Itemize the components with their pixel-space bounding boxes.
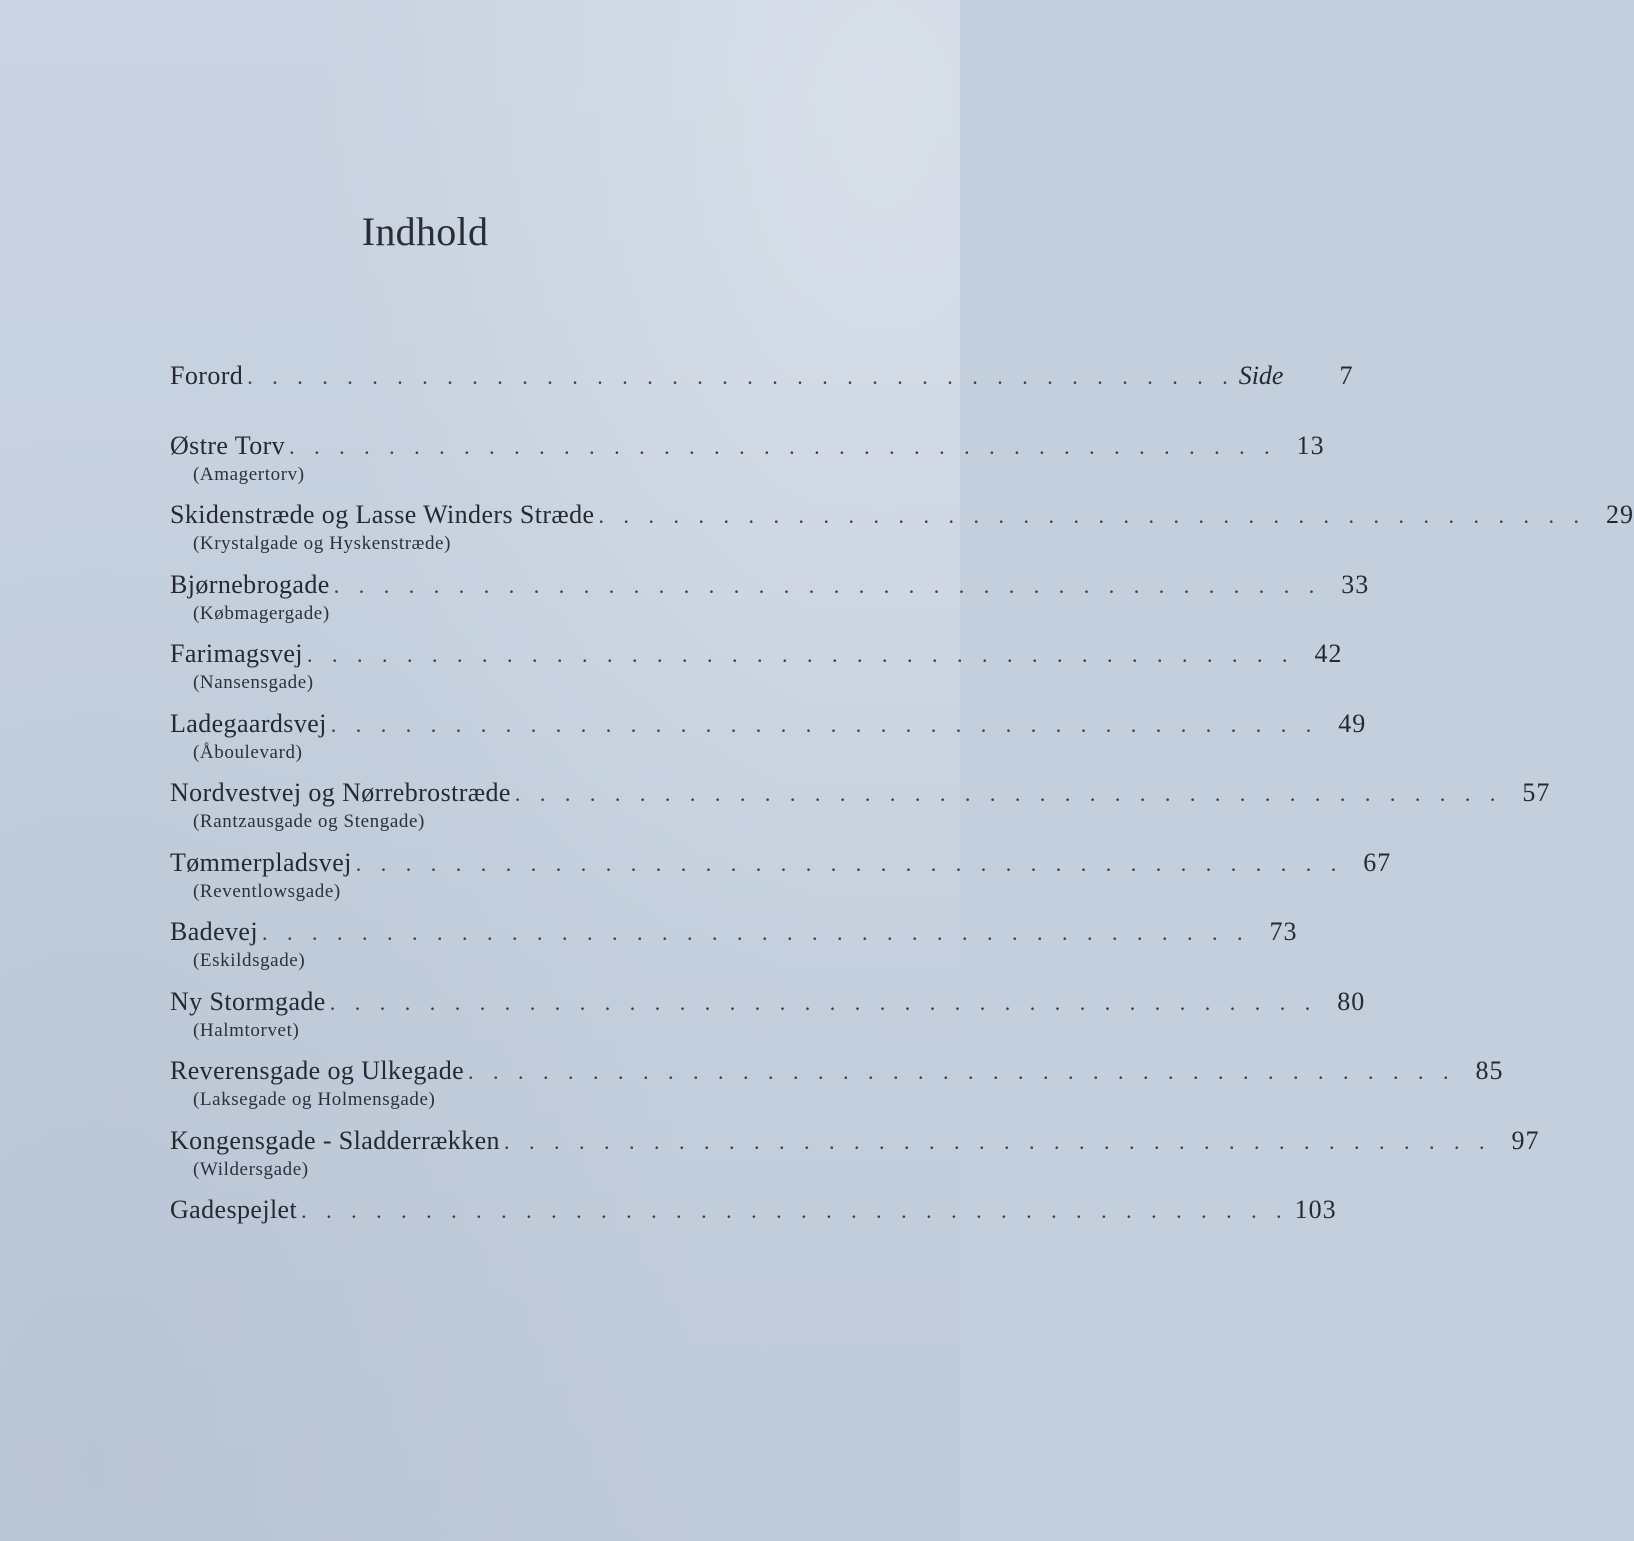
toc-entry-tommerpladsvej	[170, 843, 1392, 913]
toc-entry-title: Forord	[170, 361, 244, 390]
toc-entry-gadespejlet	[170, 1190, 1337, 1260]
toc-page-number: 13	[1296, 430, 1325, 460]
toc-entry-title: Skidenstræde og Lasse Winders Stræde	[170, 500, 595, 529]
dot-leader: . . . . . . . . . . . . . . . . . . . . . . . . . . . . . . . . . . . . . . . .	[330, 711, 1319, 737]
toc-entry-skidenstraede	[170, 495, 1634, 565]
dot-leader: . . . . . . . . . . . . . . . . . . . . . . . . . . . . . . . . . . . . . . . .	[514, 781, 1503, 806]
toc-entry-subtitle: (Reventlowsgade)	[193, 880, 341, 902]
toc-entry-title: Ny Stormgade	[170, 986, 326, 1016]
toc-entry-badevej	[170, 912, 1298, 982]
toc-page-number: 57	[1522, 778, 1551, 807]
toc-entry-title: Reverensgade og Ulkegade	[170, 1056, 465, 1085]
toc-entry-title: Østre Torv	[170, 430, 286, 460]
toc-entry-title: Ladegaardsvej	[170, 708, 327, 738]
toc-page-number: 97	[1511, 1125, 1540, 1155]
toc-entry-title: Farimagsvej	[170, 639, 303, 668]
toc-entry-subtitle: (Nansensgade)	[193, 672, 314, 693]
toc-entry-subtitle: (Rantzausgade og Stengade)	[193, 811, 425, 832]
toc-entry-title: Badevej	[170, 917, 258, 946]
dot-leader: . . . . . . . . . . . . . . . . . . . . . . . . . . . . . . . . . . . . . . . .	[289, 433, 1277, 459]
dot-leader: . . . . . . . . . . . . . . . . . . . . . . . . . . . . . . . . . . . . . . . .	[247, 364, 1235, 389]
toc-entry-ny-stormgade	[170, 982, 1366, 1052]
toc-entry-subtitle: (Eskildsgade)	[193, 950, 306, 971]
toc-entry-nordvestvej	[170, 773, 1551, 843]
toc-page-number: 85	[1475, 1056, 1504, 1085]
dot-leader: . . . . . . . . . . . . . . . . . . . . . . . . . . . . . . . . . . . . . . . .	[333, 572, 1322, 598]
toc-page-number: 29	[1606, 500, 1634, 529]
dot-leader: . . . . . . . . . . . . . . . . . . . . . . . . . . . . . . . . . . . . . . . .	[468, 1059, 1456, 1084]
toc-entry-title: Tømmerpladsvej	[170, 847, 352, 877]
toc-entry-subtitle: (Krystalgade og Hyskenstræde)	[193, 533, 452, 554]
toc-entry-ostre-torv	[170, 426, 1325, 496]
table-of-contents	[170, 356, 1634, 1260]
toc-page-number: 49	[1338, 708, 1367, 738]
toc-page-number: 7	[1339, 361, 1354, 390]
toc-entry-title: Nordvestvej og Nørrebrostræde	[170, 778, 511, 807]
side-label: Side	[1238, 361, 1284, 390]
dot-leader: . . . . . . . . . . . . . . . . . . . . . . . . . . . . . . . . . . . . . . . .	[262, 920, 1250, 945]
toc-page-number: 80	[1337, 986, 1366, 1016]
toc-entry-title: Kongensgade - Sladderrækken	[170, 1125, 500, 1155]
toc-entry-title: Gadespejlet	[170, 1195, 298, 1224]
toc-page-number: 33	[1341, 569, 1370, 599]
toc-entry-subtitle: (Amagertorv)	[193, 463, 305, 485]
dot-leader: . . . . . . . . . . . . . . . . . . . . . . . . . . . . . . . . . . . . . . . .	[306, 642, 1295, 667]
toc-entry-forord	[170, 356, 1354, 426]
toc-entry-ladegaardsvej	[170, 704, 1367, 774]
dot-leader: . . . . . . . . . . . . . . . . . . . . . . . . . . . . . . . . . . . . . . . .	[598, 503, 1586, 528]
toc-page-number: 67	[1363, 847, 1392, 877]
dot-leader: . . . . . . . . . . . . . . . . . . . . . . . . . . . . . . . . . . . . . . . .	[329, 989, 1318, 1015]
toc-page-number: 42	[1314, 639, 1343, 668]
toc-entry-subtitle: (Wildersgade)	[193, 1158, 309, 1180]
toc-entry-bjornebrogade	[170, 565, 1370, 635]
dot-leader: . . . . . . . . . . . . . . . . . . . . . . . . . . . . . . . . . . . . . . . .	[355, 850, 1344, 876]
page-title: Indhold	[361, 209, 489, 254]
toc-entry-subtitle: (Købmagergade)	[193, 602, 330, 624]
toc-entry-subtitle: (Halmtorvet)	[193, 1019, 300, 1041]
toc-page-number: 103	[1294, 1195, 1337, 1224]
toc-entry-farimagsvej	[170, 634, 1343, 704]
dot-leader: . . . . . . . . . . . . . . . . . . . . . . . . . . . . . . . . . . . . . . . .	[503, 1128, 1492, 1154]
dot-leader: . . . . . . . . . . . . . . . . . . . . . . . . . . . . . . . . . . . . . . . .	[301, 1198, 1289, 1223]
toc-entry-subtitle: (Laksegade og Holmensgade)	[193, 1089, 436, 1110]
toc-entry-subtitle: (Åboulevard)	[193, 741, 303, 763]
toc-entry-reverensgade	[170, 1051, 1504, 1121]
toc-entry-title: Bjørnebrogade	[170, 569, 330, 599]
toc-entry-kongensgade	[170, 1121, 1540, 1191]
toc-page-number: 73	[1269, 917, 1298, 946]
